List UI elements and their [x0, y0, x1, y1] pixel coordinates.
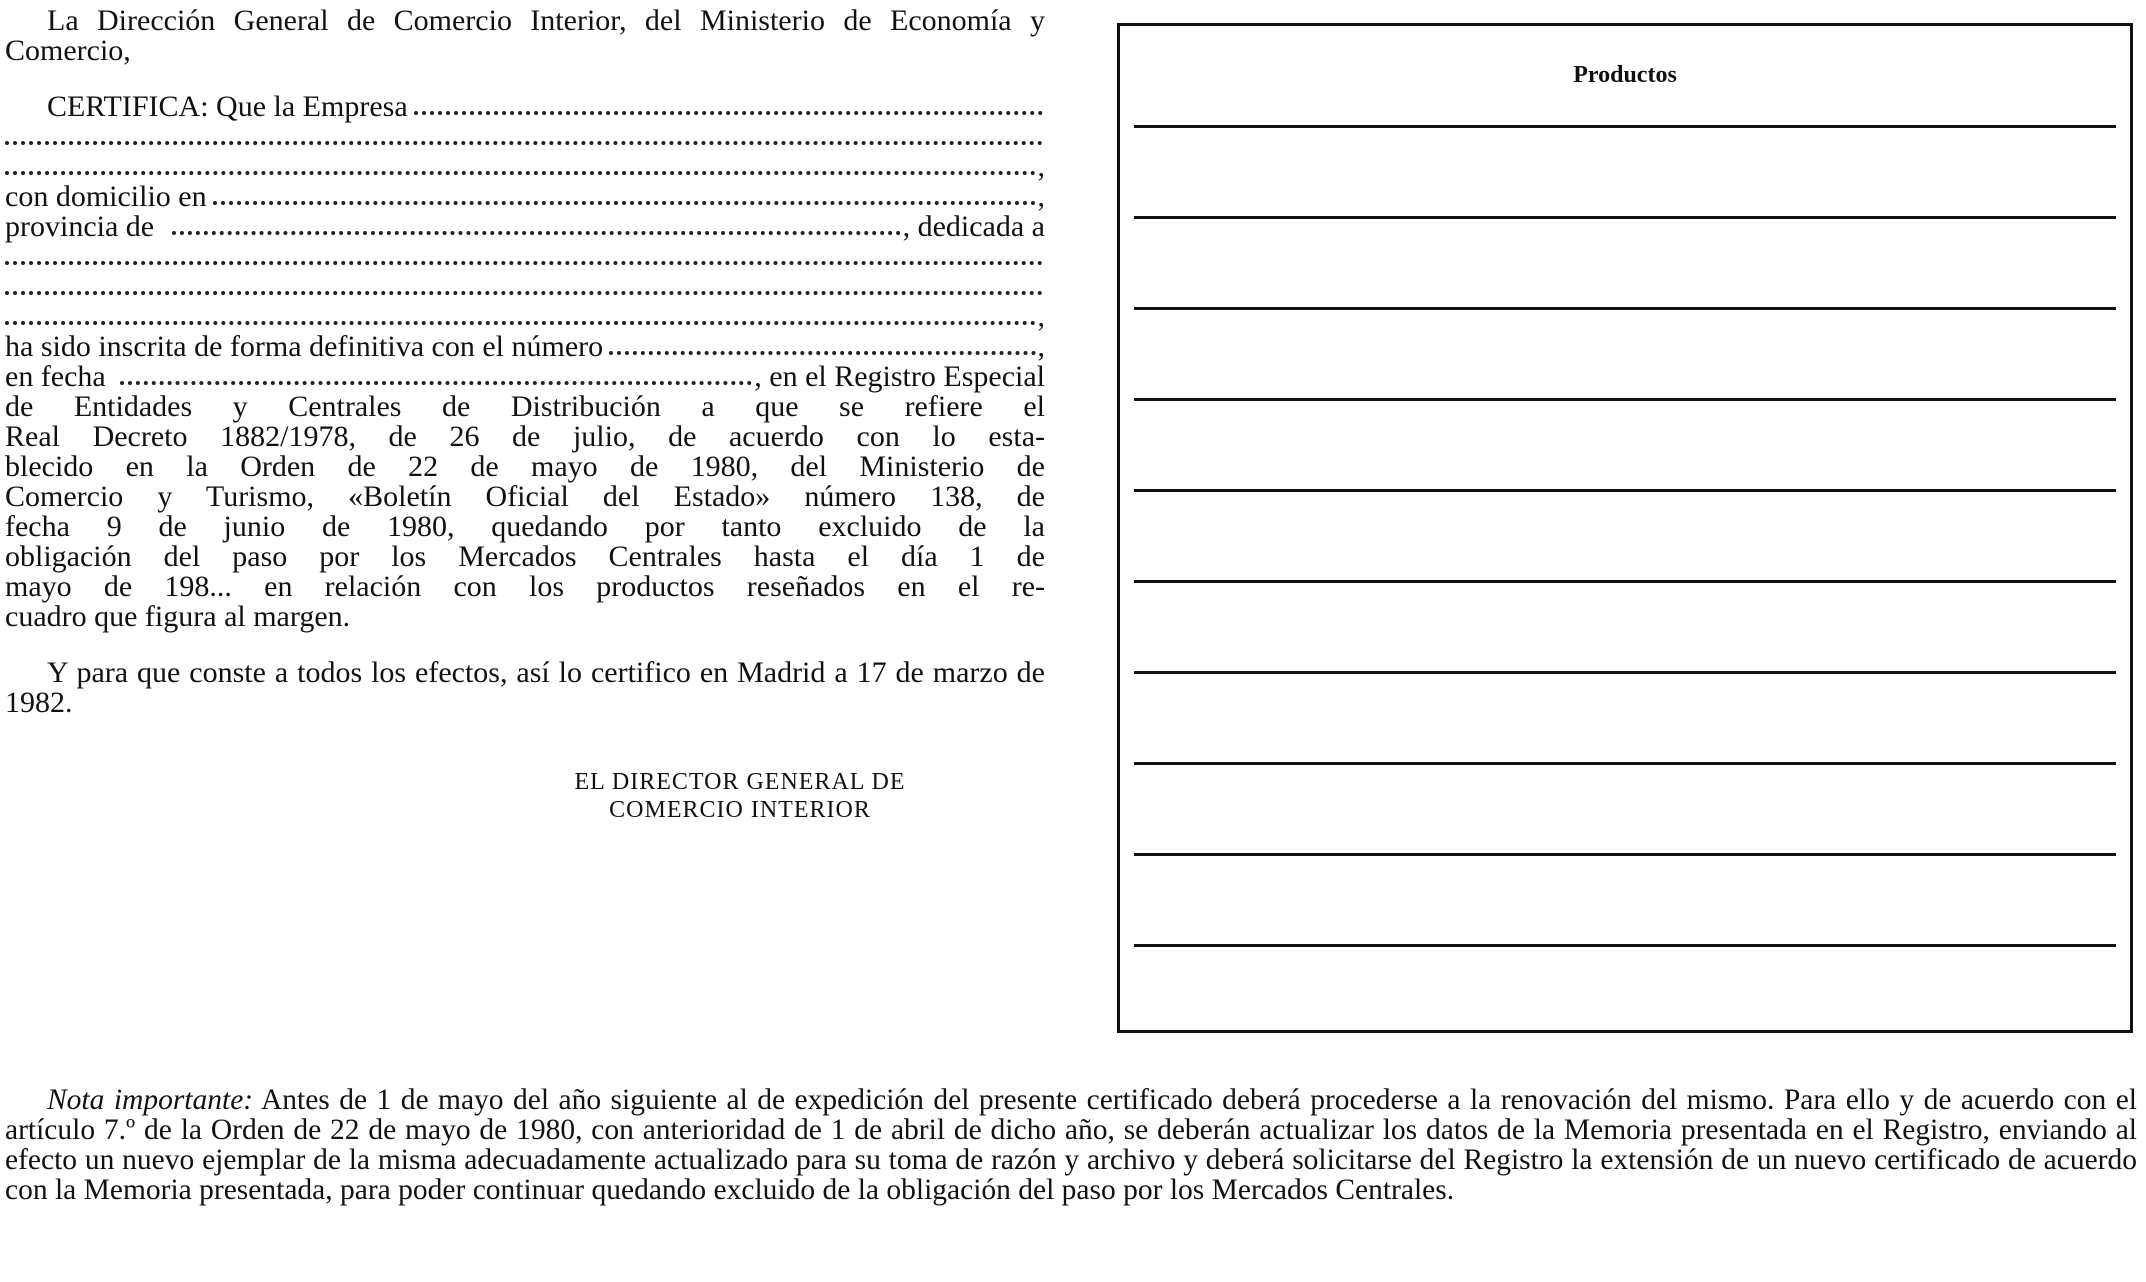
productos-rule — [1134, 944, 2116, 947]
productos-rule — [1134, 580, 2116, 583]
fecha-label: en fecha — [5, 360, 106, 393]
domicilio-line: con domicilio en , — [5, 180, 1045, 213]
fecha-line — [5, 362, 1045, 392]
productos-rule — [1134, 216, 2116, 219]
body-line: obligación del paso por los Mercados Centrales hasta el día 1 de — [5, 540, 1045, 573]
inscrita-label: ha sido inscrita de forma definitiva con el número — [5, 330, 604, 363]
domicilio-blank — [213, 201, 1036, 205]
certifica-label: CERTIFICA: Que la Empresa — [47, 90, 408, 123]
actividad-blank-1 — [5, 261, 1043, 265]
body-line: Comercio y Turismo, «Boletín Oficial del Estado» número 138, de — [5, 480, 1045, 513]
empresa-blank-3 — [5, 171, 1036, 175]
empresa-blank — [414, 111, 1043, 115]
provincia-label: provincia de — [5, 210, 155, 243]
nota-importante — [5, 1085, 2137, 1205]
numero-line: ha sido inscrita de forma definitiva con el número , — [5, 330, 1045, 363]
body-line: Real Decreto 1882/1978, de 26 de julio, de acuerdo con lo esta- — [5, 420, 1045, 453]
registro-fragment: , en el Registro Especial — [754, 360, 1045, 393]
provincia-blank — [172, 231, 900, 235]
body-line: mayo de 198... en relación con los productos reseñados en el re- — [5, 570, 1045, 603]
body-line: cuadro que figura al margen. — [5, 600, 351, 633]
actividad-blank-2 — [5, 291, 1043, 295]
nota-label: Nota importante: — [47, 1084, 254, 1116]
productos-rule — [1134, 671, 2116, 674]
empresa-blank-2 — [5, 141, 1043, 145]
empresa-line — [5, 92, 1045, 122]
productos-rule — [1134, 489, 2116, 492]
provincia-line — [5, 212, 1045, 242]
productos-title: Productos — [1573, 62, 1677, 88]
actividad-blank-3 — [5, 321, 1036, 325]
dedicada-label: , dedicada a — [902, 210, 1045, 243]
intro-paragraph: La Dirección General de Comercio Interior, del Ministerio de Economía y Comercio, — [5, 4, 1045, 67]
domicilio-label: con domicilio en — [5, 180, 207, 213]
productos-box — [1117, 23, 2133, 1033]
body-line: de Entidades y Centrales de Distribución a que se refiere el — [5, 390, 1045, 423]
productos-rule — [1134, 853, 2116, 856]
productos-rule — [1134, 307, 2116, 310]
productos-rule — [1134, 398, 2116, 401]
productos-rule — [1134, 125, 2116, 128]
numero-blank — [609, 351, 1035, 355]
fecha-blank — [120, 381, 752, 385]
blank-line — [5, 272, 1045, 302]
certificate-text-column — [5, 6, 1045, 718]
signature-block — [530, 768, 950, 824]
productos-rule — [1134, 762, 2116, 765]
blank-line: , — [5, 152, 1045, 182]
blank-line — [5, 122, 1045, 152]
signature-line-1: EL DIRECTOR GENERAL DE — [574, 769, 906, 795]
blank-line — [5, 242, 1045, 272]
body-line: fecha 9 de junio de 1980, quedando por tanto excluido de la — [5, 510, 1045, 543]
body-line: blecido en la Orden de 22 de mayo de 1980, del Ministerio de — [5, 450, 1045, 483]
blank-line: , — [5, 302, 1045, 332]
nota-text: Antes de 1 de mayo del año siguiente al de expedición del presente certificado deberá procederse a la renovación del mismo. Para ello y de acuerdo con el artículo 7.º de la Orden de 22 de mayo de 1980, con anterioridad de 1 de abril de dicho año, se deberán actualizar los datos de la Memoria presentada en el Registro, enviando al efecto un nuevo ejemplar de la misma adecuadamente actualizado para su toma de razón y archivo y deberá solicitarse del Registro la extensión de un nuevo certificado de acuerdo con la Memoria presentada, para poder continuar quedando excluido de la obligación del paso por los Mercados Centrales. — [5, 1084, 2138, 1206]
closing-paragraph: Y para que conste a todos los efectos, así lo certifico en Madrid a 17 de marzo de 1982. — [5, 656, 1045, 719]
signature-line-2: COMERCIO INTERIOR — [609, 797, 871, 823]
